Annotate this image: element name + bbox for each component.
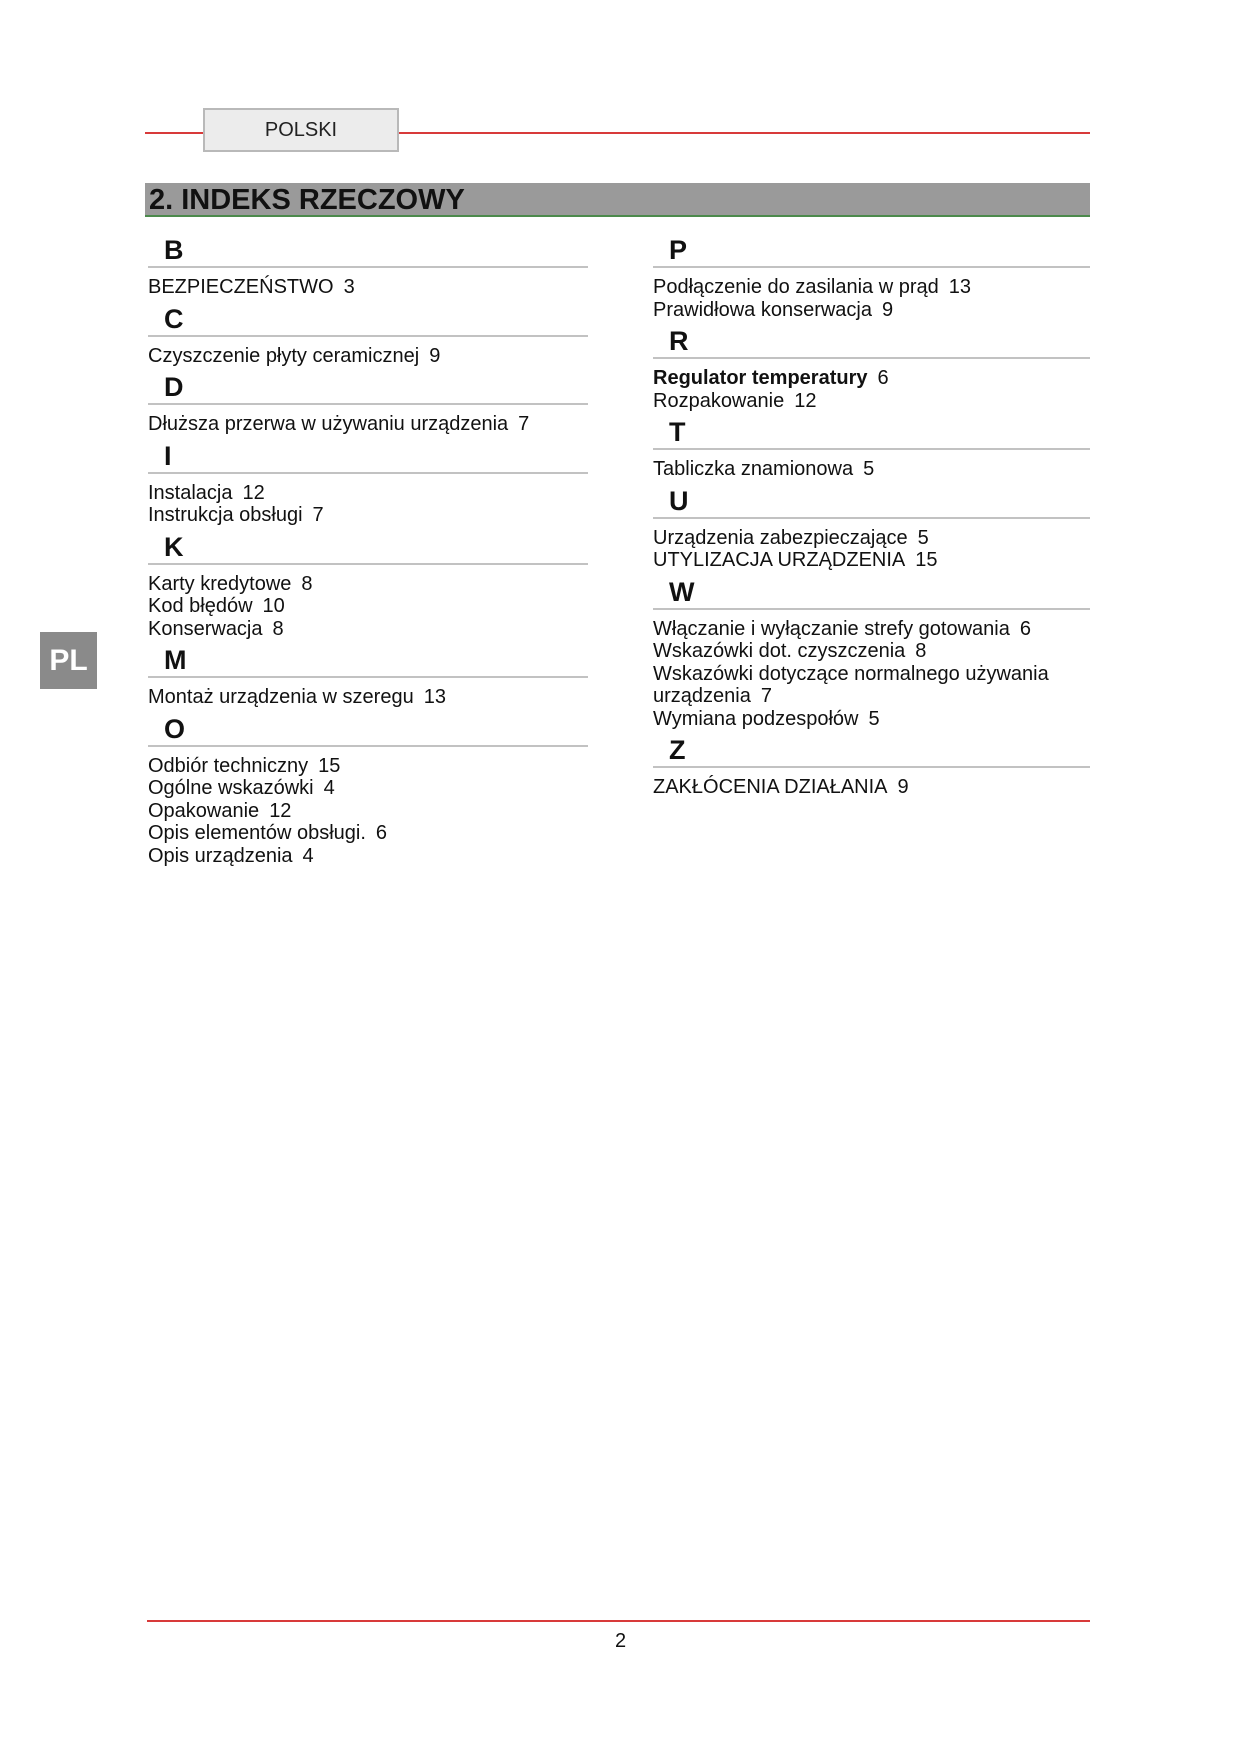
index-entry-page: 10	[262, 595, 285, 617]
index-letter-heading: P	[653, 230, 1090, 268]
language-label: POLSKI	[203, 108, 399, 152]
index-entry-text: Opis urządzenia	[148, 844, 293, 867]
index-entry	[148, 800, 588, 823]
index-letter-heading: R	[653, 321, 1090, 359]
index-column-right	[653, 230, 1090, 799]
index-entry-text: Wskazówki dotyczące normalnego używania urządzenia	[653, 662, 1049, 707]
index-letter-heading: M	[148, 640, 588, 678]
index-entry-text: Opakowanie	[148, 799, 260, 822]
index-entry-text: Ogólne wskazówki	[148, 777, 314, 799]
section-title: 2. INDEKS RZECZOWY	[145, 183, 1090, 217]
index-letter-heading: I	[148, 436, 588, 474]
index-entry	[148, 482, 588, 505]
index-entry	[148, 345, 588, 368]
index-entry-page: 12	[269, 799, 292, 822]
index-entry-text: Tabliczka znamionowa	[653, 458, 854, 480]
index-entry-text: Rozpakowanie	[653, 389, 785, 412]
index-entry-page: 5	[917, 526, 929, 549]
index-entry	[653, 618, 1090, 641]
index-entry-page: 8	[272, 617, 284, 640]
index-entry	[148, 755, 588, 778]
header-rule-right	[399, 132, 1090, 134]
index-entry	[653, 299, 1090, 322]
index-entry-page: 7	[518, 413, 530, 435]
index-entry-page: 7	[312, 504, 324, 526]
index-entry	[653, 708, 1090, 731]
index-entry	[653, 458, 1090, 481]
index-entry-page: 7	[760, 685, 772, 707]
index-entry-text: Regulator temperatury	[653, 367, 868, 389]
index-entry-text: ZAKŁÓCENIA DZIAŁANIA	[653, 776, 888, 798]
footer-rule	[147, 1620, 1090, 1622]
index-entry-page: 6	[877, 367, 889, 389]
index-entry	[148, 777, 588, 800]
index-entry-text: Odbiór techniczny	[148, 754, 309, 777]
index-entry-page: 15	[915, 549, 938, 571]
index-letter-heading: C	[148, 299, 588, 337]
index-entry	[148, 573, 588, 596]
index-entry	[148, 504, 588, 527]
index-entry-text: Dłuższa przerwa w używaniu urządzenia	[148, 413, 509, 435]
index-entry-text: Instrukcja obsługi	[148, 504, 303, 526]
index-entry-text: Konserwacja	[148, 617, 263, 640]
index-entry-page: 12	[242, 481, 265, 504]
index-entry	[653, 640, 1090, 663]
index-entry-text: Urządzenia zabezpieczające	[653, 526, 908, 549]
index-entry-text: UTYLIZACJA URZĄDZENIA	[653, 549, 906, 571]
index-entry-text: Prawidłowa konserwacja	[653, 298, 872, 321]
index-entry-page: 3	[343, 276, 355, 298]
index-entry	[653, 367, 1090, 390]
index-entry-text: Instalacja	[148, 481, 233, 504]
index-entry-page: 8	[301, 572, 313, 595]
index-entry	[653, 776, 1090, 799]
index-entry-text: Wskazówki dot. czyszczenia	[653, 640, 906, 662]
index-entry	[653, 663, 1090, 708]
index-letter-heading: K	[148, 527, 588, 565]
index-entry	[148, 413, 588, 436]
index-entry-text: Karty kredytowe	[148, 572, 292, 595]
page-number: 2	[614, 1630, 627, 1652]
index-entry-text: Czyszczenie płyty ceramicznej	[148, 344, 420, 367]
index-entry-page: 5	[868, 707, 880, 730]
index-entry	[148, 822, 588, 845]
index-entry-page: 6	[375, 822, 388, 844]
index-entry-page: 6	[1019, 617, 1031, 640]
index-entry-text: Podłączenie do zasilania w prąd	[653, 276, 939, 298]
index-entry	[653, 527, 1090, 550]
index-letter-heading: Z	[653, 730, 1090, 768]
index-entry	[148, 618, 588, 641]
index-entry	[653, 549, 1090, 572]
index-entry-page: 12	[794, 389, 817, 412]
index-entry-page: 4	[302, 844, 314, 867]
index-letter-heading: O	[148, 709, 588, 747]
index-entry-page: 9	[429, 344, 441, 367]
index-entry-page: 4	[323, 777, 335, 799]
index-entry-text: BEZPIECZEŃSTWO	[148, 276, 334, 298]
index-entry-text: Kod błędów	[148, 595, 253, 617]
index-entry-text: Montaż urządzenia w szeregu	[148, 686, 414, 708]
index-letter-heading: U	[653, 481, 1090, 519]
index-entry	[148, 276, 588, 299]
index-entry-page: 5	[863, 458, 875, 480]
index-entry-page: 13	[423, 686, 446, 708]
index-entry	[653, 390, 1090, 413]
index-entry	[148, 595, 588, 618]
index-column-left	[148, 230, 588, 867]
index-entry-page: 9	[881, 298, 894, 321]
index-letter-heading: B	[148, 230, 588, 268]
index-entry	[653, 276, 1090, 299]
index-letter-heading: D	[148, 367, 588, 405]
index-entry-page: 8	[915, 640, 927, 662]
index-entry	[148, 686, 588, 709]
header-rule-left	[145, 132, 203, 134]
index-letter-heading: T	[653, 412, 1090, 450]
index-entry-text: Opis elementów obsługi.	[148, 822, 366, 844]
index-entry-text: Wymiana podzespołów	[653, 707, 859, 730]
index-letter-heading: W	[653, 572, 1090, 610]
index-entry-page: 9	[897, 776, 909, 798]
index-entry-text: Włączanie i wyłączanie strefy gotowania	[653, 617, 1010, 640]
index-entry-page: 13	[948, 276, 971, 298]
index-entry-page: 15	[318, 754, 341, 777]
index-entry	[148, 845, 588, 868]
language-side-tab: PL	[40, 632, 97, 689]
